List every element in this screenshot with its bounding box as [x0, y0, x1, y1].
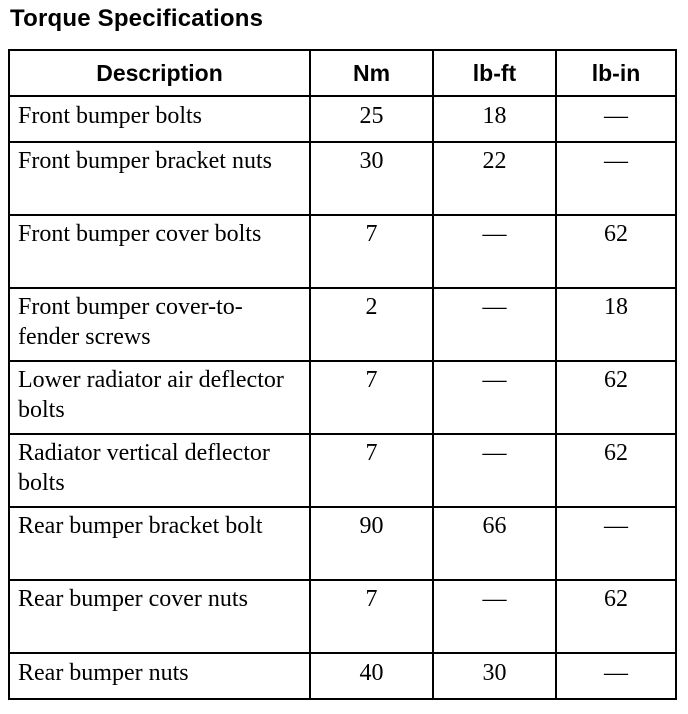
- cell-lb-in: 62: [556, 361, 676, 434]
- cell-description: Radiator vertical deflector bolts: [9, 434, 310, 507]
- cell-lb-ft: —: [433, 288, 556, 361]
- cell-lb-in: —: [556, 96, 676, 142]
- cell-lb-in: —: [556, 507, 676, 580]
- cell-lb-ft: —: [433, 361, 556, 434]
- cell-nm: 40: [310, 653, 433, 699]
- cell-lb-in: 62: [556, 580, 676, 653]
- table-header-row: [9, 50, 676, 96]
- cell-lb-ft: 30: [433, 653, 556, 699]
- header-lb-in: lb-in: [556, 50, 676, 96]
- page-title: Torque Specifications: [10, 5, 264, 32]
- cell-lb-ft: 22: [433, 142, 556, 215]
- cell-nm: 7: [310, 434, 433, 507]
- cell-nm: 2: [310, 288, 433, 361]
- cell-lb-ft: —: [433, 215, 556, 288]
- cell-description: Front bumper bolts: [9, 96, 310, 142]
- torque-specifications-table: [8, 49, 677, 700]
- cell-lb-in: 62: [556, 434, 676, 507]
- cell-nm: 90: [310, 507, 433, 580]
- cell-nm: 7: [310, 361, 433, 434]
- table-row: [9, 653, 676, 699]
- cell-lb-in: —: [556, 142, 676, 215]
- cell-description: Rear bumper cover nuts: [9, 580, 310, 653]
- cell-lb-ft: 66: [433, 507, 556, 580]
- cell-description: Rear bumper bracket bolt: [9, 507, 310, 580]
- cell-description: Rear bumper nuts: [9, 653, 310, 699]
- cell-lb-ft: —: [433, 434, 556, 507]
- cell-lb-in: 18: [556, 288, 676, 361]
- table-row: [9, 215, 676, 288]
- header-description: Description: [9, 50, 310, 96]
- cell-description: Lower radiator air deflector bolts: [9, 361, 310, 434]
- cell-description: Front bumper cover-to-fender screws: [9, 288, 310, 361]
- header-lb-ft: lb-ft: [433, 50, 556, 96]
- cell-lb-in: 62: [556, 215, 676, 288]
- cell-nm: 25: [310, 96, 433, 142]
- cell-nm: 7: [310, 215, 433, 288]
- cell-lb-ft: 18: [433, 96, 556, 142]
- table-row: [9, 142, 676, 215]
- cell-description: Front bumper cover bolts: [9, 215, 310, 288]
- table-row: [9, 507, 676, 580]
- table-row: [9, 96, 676, 142]
- table-row: [9, 580, 676, 653]
- table-row: [9, 361, 676, 434]
- header-nm: Nm: [310, 50, 433, 96]
- cell-nm: 7: [310, 580, 433, 653]
- cell-description: Front bumper bracket nuts: [9, 142, 310, 215]
- table-row: [9, 434, 676, 507]
- cell-lb-ft: —: [433, 580, 556, 653]
- cell-lb-in: —: [556, 653, 676, 699]
- cell-nm: 30: [310, 142, 433, 215]
- table-row: [9, 288, 676, 361]
